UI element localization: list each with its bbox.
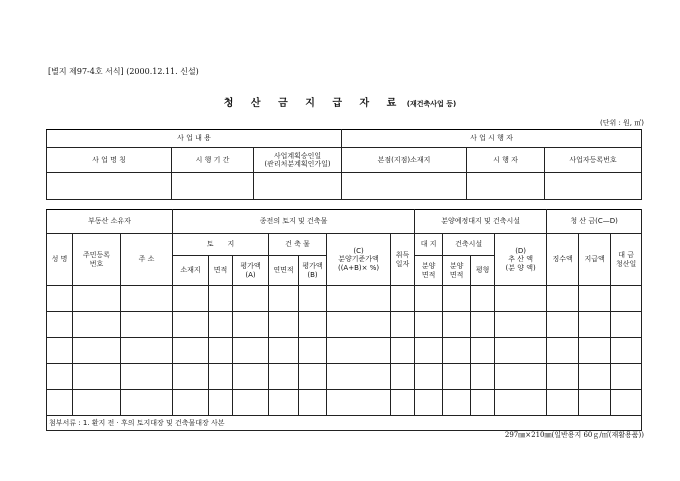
entry-cell[interactable]	[269, 312, 299, 338]
table-row	[47, 286, 642, 312]
land-location-header: 소재지	[173, 256, 209, 286]
entry-cell[interactable]	[47, 338, 73, 364]
project-operator-header: 사 업 시 행 자	[342, 130, 642, 148]
entry-cell[interactable]	[495, 364, 547, 390]
building-facility-header: 건축시설	[443, 234, 495, 256]
entry-cell[interactable]	[327, 364, 391, 390]
table-row	[47, 338, 642, 364]
entry-cell[interactable]	[547, 338, 579, 364]
entry-cell[interactable]	[209, 312, 233, 338]
entry-cell[interactable]	[299, 390, 327, 416]
entry-cell[interactable]	[495, 338, 547, 364]
entry-cell[interactable]	[579, 390, 611, 416]
entry-cell[interactable]	[579, 286, 611, 312]
entry-cell[interactable]	[121, 312, 173, 338]
entry-cell[interactable]	[443, 364, 471, 390]
entry-cell[interactable]	[391, 390, 415, 416]
entry-cell[interactable]	[327, 338, 391, 364]
entry-cell[interactable]	[579, 338, 611, 364]
entry-cell[interactable]	[547, 286, 579, 312]
entry-cell[interactable]	[547, 364, 579, 390]
entry-cell[interactable]	[611, 338, 642, 364]
table-row	[47, 390, 642, 416]
eval-a-header: 평가액 (A)	[233, 256, 269, 286]
entry-cell[interactable]	[471, 364, 495, 390]
entry-cell[interactable]	[121, 286, 173, 312]
biz-reg-no-cell[interactable]	[545, 173, 642, 200]
site-header: 대 지	[415, 234, 443, 256]
entry-cell[interactable]	[47, 286, 73, 312]
approval-date-line1: 사업계획승인일	[273, 151, 322, 160]
table-row	[47, 312, 642, 338]
entry-cell[interactable]	[299, 364, 327, 390]
hq-address-cell[interactable]	[342, 173, 467, 200]
entry-cell[interactable]	[47, 390, 73, 416]
entry-cell[interactable]	[73, 312, 121, 338]
entry-cell[interactable]	[495, 312, 547, 338]
entry-cell[interactable]	[443, 312, 471, 338]
entry-cell[interactable]	[391, 312, 415, 338]
paper-spec-note: 297㎜×210㎜(일반용지 60ｇ/㎡(재활용품))	[504, 431, 644, 439]
prior-land-building-header: 종전의 토지 및 건축물	[173, 210, 415, 234]
land-area-header: 면적	[209, 256, 233, 286]
entry-cell[interactable]	[173, 364, 209, 390]
entry-cell[interactable]	[173, 312, 209, 338]
entry-cell[interactable]	[611, 286, 642, 312]
project-name-cell[interactable]	[47, 173, 172, 200]
entry-cell[interactable]	[391, 338, 415, 364]
owner-header: 부동산 소유자	[47, 210, 173, 234]
entry-cell[interactable]	[233, 390, 269, 416]
pyeong-header: 평형	[471, 256, 495, 286]
entry-cell[interactable]	[269, 338, 299, 364]
settlement-table	[46, 209, 642, 431]
entry-cell[interactable]	[415, 286, 443, 312]
planned-land-building-header: 분양예정대지 및 건축시설	[415, 210, 547, 234]
floor-area-header: 연면적	[269, 256, 299, 286]
operator-cell[interactable]	[467, 173, 545, 200]
d-value-header: (D) 추 산 액 (분 양 액)	[495, 234, 547, 286]
entry-cell[interactable]	[209, 286, 233, 312]
entry-cell[interactable]	[299, 338, 327, 364]
entry-cell[interactable]	[415, 364, 443, 390]
biz-reg-no-header: 사업자등록번호	[545, 148, 642, 173]
entry-cell[interactable]	[173, 338, 209, 364]
attachment-note: 첨부서류 : 1. 환지 전 · 후의 토지대장 및 건축물대장 사본	[47, 416, 642, 431]
c-value-header: (C) 분양기준가액 ((A+B)× %)	[327, 234, 391, 286]
entry-cell[interactable]	[173, 286, 209, 312]
entry-cell[interactable]	[121, 390, 173, 416]
form-reference: [별지 제97-4호 서식] (2000.12.11. 신설)	[48, 67, 199, 76]
entry-cell[interactable]	[495, 390, 547, 416]
entry-cell[interactable]	[471, 338, 495, 364]
document-title	[0, 94, 680, 109]
entry-cell[interactable]	[233, 286, 269, 312]
title-main: 청 산 금 지 급 자 료	[223, 98, 404, 109]
entry-cell[interactable]	[209, 364, 233, 390]
entry-cell[interactable]	[611, 312, 642, 338]
entry-cell[interactable]	[327, 286, 391, 312]
entry-cell[interactable]	[209, 338, 233, 364]
entry-cell[interactable]	[495, 286, 547, 312]
entry-cell[interactable]	[269, 286, 299, 312]
entry-cell[interactable]	[299, 312, 327, 338]
approval-date-line2: (관리처분계획인가일)	[264, 160, 331, 168]
entry-cell[interactable]	[269, 364, 299, 390]
settle-date-header: 대 금 청산일	[611, 234, 642, 286]
pay-amount-header: 지급액	[579, 234, 611, 286]
project-name-header: 사 업 명 칭	[47, 148, 172, 173]
entry-cell[interactable]	[233, 312, 269, 338]
entry-cell[interactable]	[269, 390, 299, 416]
entry-cell[interactable]	[415, 390, 443, 416]
approval-date-header	[254, 148, 342, 173]
entry-cell[interactable]	[47, 312, 73, 338]
entry-cell[interactable]	[415, 312, 443, 338]
entry-cell[interactable]	[233, 364, 269, 390]
entry-cell[interactable]	[611, 364, 642, 390]
entry-cell[interactable]	[173, 390, 209, 416]
entry-cell[interactable]	[443, 390, 471, 416]
approval-date-cell[interactable]	[254, 173, 342, 200]
project-content-header: 사 업 내 용	[47, 130, 342, 148]
period-cell[interactable]	[172, 173, 254, 200]
project-info-table	[46, 129, 642, 200]
eval-b-header: 평가액 (B)	[299, 256, 327, 286]
entry-cell[interactable]	[443, 338, 471, 364]
entry-cell[interactable]	[471, 312, 495, 338]
entry-cell[interactable]	[327, 312, 391, 338]
entry-cell[interactable]	[471, 390, 495, 416]
hq-address-header: 본점(지점)소재지	[342, 148, 467, 173]
resident-no-header: 주민등록 번호	[73, 234, 121, 286]
entry-cell[interactable]	[391, 364, 415, 390]
entry-cell[interactable]	[547, 390, 579, 416]
building-header: 건 축 물	[269, 234, 327, 256]
land-header: 토 지	[173, 234, 269, 256]
unit-label: (단위 : 원, ㎡)	[599, 119, 644, 127]
entry-cell[interactable]	[547, 312, 579, 338]
entry-cell[interactable]	[121, 338, 173, 364]
entry-cell[interactable]	[233, 338, 269, 364]
operator-header: 시 행 자	[467, 148, 545, 173]
facility-sale-area-header: 분양 면적	[443, 256, 471, 286]
table-row	[47, 364, 642, 390]
entry-cell[interactable]	[579, 364, 611, 390]
entry-cell[interactable]	[73, 390, 121, 416]
entry-cell[interactable]	[73, 338, 121, 364]
period-header: 시 행 기 간	[172, 148, 254, 173]
entry-cell[interactable]	[209, 390, 233, 416]
name-header: 성 명	[47, 234, 73, 286]
entry-cell[interactable]	[299, 286, 327, 312]
entry-cell[interactable]	[579, 312, 611, 338]
site-sale-area-header: 분양 면적	[415, 256, 443, 286]
entry-cell[interactable]	[443, 286, 471, 312]
collect-amount-header: 징수액	[547, 234, 579, 286]
entry-cell[interactable]	[73, 286, 121, 312]
title-subtitle: (재건축사업 등)	[406, 100, 457, 108]
settlement-header: 청 산 금(C—D)	[547, 210, 642, 234]
address-header: 주 소	[121, 234, 173, 286]
entry-cell[interactable]	[611, 390, 642, 416]
entry-cell[interactable]	[73, 364, 121, 390]
entry-cell[interactable]	[121, 364, 173, 390]
entry-cell[interactable]	[47, 364, 73, 390]
entry-cell[interactable]	[415, 338, 443, 364]
entry-cell[interactable]	[391, 286, 415, 312]
entry-cell[interactable]	[327, 390, 391, 416]
acquisition-date-header: 취득 일자	[391, 234, 415, 286]
entry-cell[interactable]	[471, 286, 495, 312]
